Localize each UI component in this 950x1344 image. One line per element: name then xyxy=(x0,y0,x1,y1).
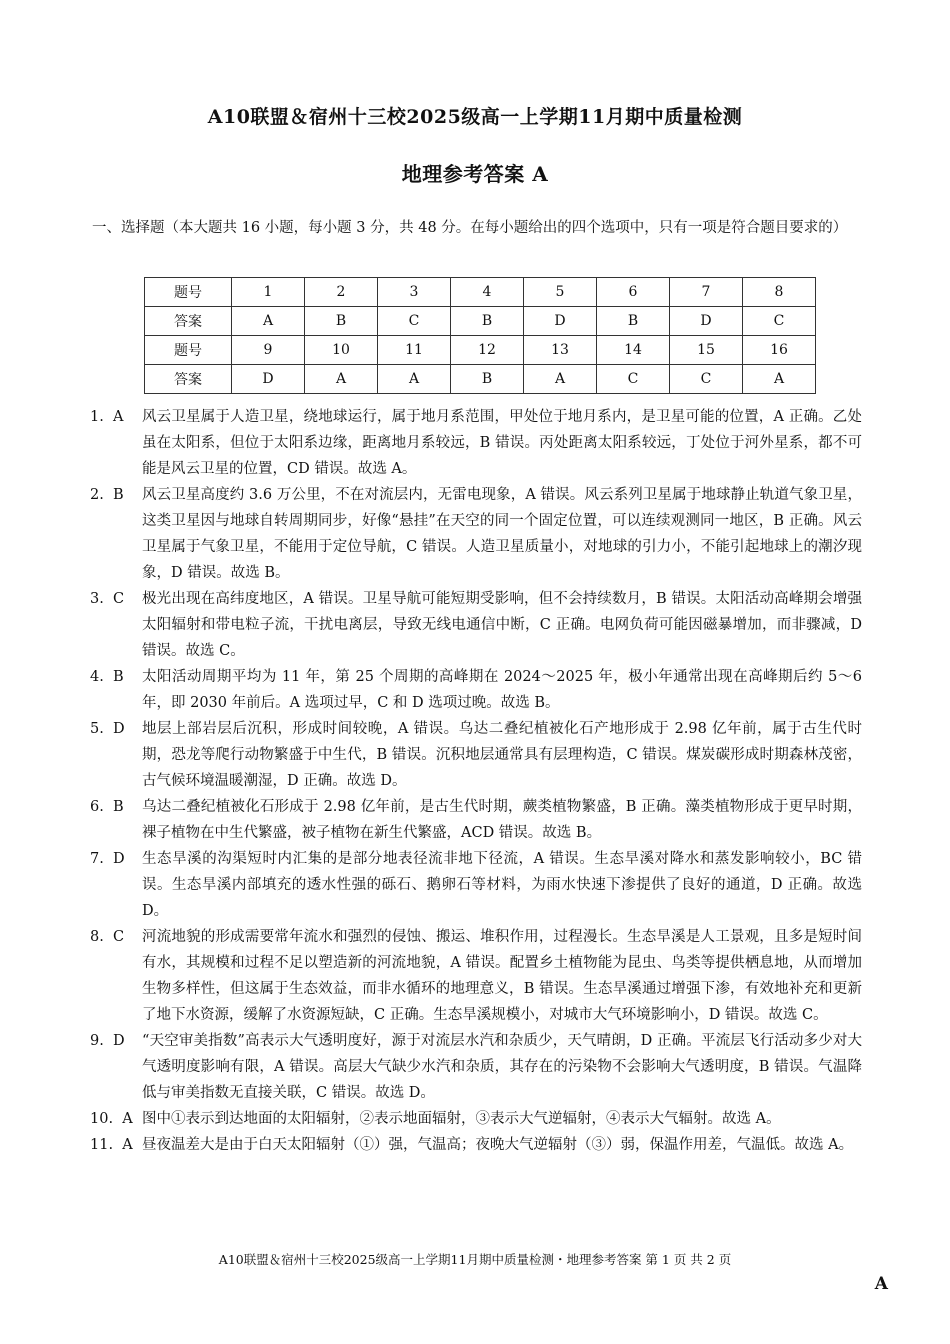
page-footer: A10联盟＆宿州十三校2025级高一上学期11月期中质量检测・地理参考答案 第 1 页 共 2 页 xyxy=(218,1252,732,1267)
table-cell: 7 xyxy=(670,278,743,307)
table-cell: 9 xyxy=(232,336,305,365)
item-number: 7. D xyxy=(90,851,125,867)
table-cell: C xyxy=(743,307,816,336)
table-cell: C xyxy=(597,365,670,394)
table-cell: 4 xyxy=(451,278,524,307)
table-cell: 1 xyxy=(232,278,305,307)
item-number: 4. B xyxy=(90,669,124,685)
list-item xyxy=(90,716,862,794)
table-cell: 6 xyxy=(597,278,670,307)
table-row xyxy=(145,278,816,307)
list-item xyxy=(90,664,862,716)
item-number: 6. B xyxy=(90,799,124,815)
list-item xyxy=(90,1106,862,1132)
item-number: 3. C xyxy=(90,591,125,607)
item-text: 极光出现在高纬度地区，A 错误。卫星导航可能短期受影响，但不会持续数月，B 错误。太阳活动高峰期会增强太阳辐射和带电粒子流，干扰电离层，导致无线电通信中断，C 正确。电网负荷可能因磁暴增加，而非骤减，D 错误。故选 C。 xyxy=(142,591,862,659)
table-cell: 5 xyxy=(524,278,597,307)
table-cell: 11 xyxy=(378,336,451,365)
section-heading xyxy=(92,216,872,240)
item-text: 河流地貌的形成需要常年流水和强烈的侵蚀、搬运、堆积作用，过程漫长。生态旱溪是人工景观，且多是短时间有水，其规模和过程不足以塑造新的河流地貌，A 错误。配置乡土植物能为昆虫、鸟类等提供栖息地，从而增加生物多样性，但这属于生态效益，而非水循环的地理意义，B 错误。生态旱溪通过增强下渗，有效地补充和更新了地下水资源，缓解了水资源短缺，C 正确。生态旱溪规模小，对城市大气环境影响小，D 错误。故选 C。 xyxy=(142,929,862,1023)
table-cell: D xyxy=(232,365,305,394)
table-cell: B xyxy=(451,307,524,336)
item-text: 昼夜温差大是由于白天太阳辐射（①）强，气温高；夜晚大气逆辐射（③）弱，保温作用差，气温低。故选 A。 xyxy=(142,1137,854,1153)
item-number: 8. C xyxy=(90,929,125,945)
item-text: 风云卫星属于人造卫星，绕地球运行，属于地月系范围，甲处位于地月系内，是卫星可能的位置，A 正确。乙处虽在太阳系，但位于太阳系边缘，距离地月系较远，B 错误。丙处距离太阳系较远，丁处位于河外星系，都不可能是风云卫星的位置，CD 错误。故选 A。 xyxy=(142,409,862,477)
item-text: 图中①表示到达地面的太阳辐射，②表示地面辐射，③表示大气逆辐射，④表示大气辐射。故选 A。 xyxy=(142,1111,781,1127)
table-cell: C xyxy=(670,365,743,394)
list-item xyxy=(90,586,862,664)
answer-table xyxy=(144,277,816,394)
table-cell: A xyxy=(743,365,816,394)
list-item xyxy=(90,794,862,846)
item-text: “天空审美指数”高表示大气透明度好，源于对流层水汽和杂质少，天气晴朗，D 正确。平流层飞行活动多少对大气透明度影响有限，A 错误。高层大气缺少水汽和杂质，其存在的污染物不会影响大气透明度，B 错误。气温降低与审美指数无直接关联，C 错误。故选 D。 xyxy=(142,1033,862,1101)
table-cell: 10 xyxy=(305,336,378,365)
table-cell: C xyxy=(378,307,451,336)
item-number: 1. A xyxy=(90,409,124,425)
list-item xyxy=(90,1132,862,1158)
table-row-label: 答案 xyxy=(145,365,232,394)
item-number: 5. D xyxy=(90,721,125,737)
item-text: 地层上部岩层后沉积，形成时间较晚，A 错误。乌达二叠纪植被化石产地形成于 2.98 亿年前，属于古生代时期，恐龙等爬行动物繁盛于中生代，B 错误。沉积地层通常具有层理构造，C 错误。煤炭碳形成时期森林茂密，古气候环境温暖潮湿，D 正确。故选 D。 xyxy=(142,721,862,789)
table-cell: A xyxy=(232,307,305,336)
section-heading-text: 一、选择题（本大题共 16 小题，每小题 3 分，共 48 分。在每小题给出的四个选项中，只有一项是符合题目要求的） xyxy=(92,220,848,236)
table-cell: B xyxy=(305,307,378,336)
list-item xyxy=(90,404,862,482)
page-subtitle: 地理参考答案 A xyxy=(401,162,549,186)
list-item xyxy=(90,846,862,924)
table-cell: D xyxy=(524,307,597,336)
table-cell: 15 xyxy=(670,336,743,365)
item-number: 2. B xyxy=(90,487,124,503)
table-cell: A xyxy=(378,365,451,394)
item-text: 乌达二叠纪植被化石形成于 2.98 亿年前，是古生代时期，蕨类植物繁盛，B 正确。藻类植物形成于更早时期，裸子植物在中生代繁盛，被子植物在新生代繁盛，ACD 错误。故选 B。 xyxy=(142,799,862,841)
page-title: A10联盟＆宿州十三校2025级高一上学期11月期中质量检测 xyxy=(207,106,743,128)
table-cell: 12 xyxy=(451,336,524,365)
table-row-label: 题号 xyxy=(145,336,232,365)
table-cell: A xyxy=(305,365,378,394)
version-mark: A xyxy=(874,1274,888,1294)
table-cell: 3 xyxy=(378,278,451,307)
table-row-label: 答案 xyxy=(145,307,232,336)
table-row xyxy=(145,336,816,365)
list-item xyxy=(90,1028,862,1106)
table-cell: 16 xyxy=(743,336,816,365)
item-number: 9. D xyxy=(90,1033,125,1049)
item-number: 11. A xyxy=(90,1137,133,1153)
table-row xyxy=(145,307,816,336)
table-row-label: 题号 xyxy=(145,278,232,307)
table-cell: 14 xyxy=(597,336,670,365)
table-cell: B xyxy=(451,365,524,394)
list-item xyxy=(90,482,862,586)
list-item xyxy=(90,924,862,1028)
item-text: 太阳活动周期平均为 11 年，第 25 个周期的高峰期在 2024～2025 年，极小年通常出现在高峰期后约 5～6 年，即 2030 年前后。A 选项过早，C 和 D 选项过晚。故选 B。 xyxy=(142,669,862,711)
table-cell: B xyxy=(597,307,670,336)
table-cell: A xyxy=(524,365,597,394)
table-cell: 13 xyxy=(524,336,597,365)
table-row xyxy=(145,365,816,394)
table-cell: 8 xyxy=(743,278,816,307)
item-text: 生态旱溪的沟渠短时内汇集的是部分地表径流非地下径流，A 错误。生态旱溪对降水和蒸发影响较小，BC 错误。生态旱溪内部填充的透水性强的砾石、鹅卵石等材料，为雨水快速下渗提供了良好的通道，D 正确。故选 D。 xyxy=(142,851,862,919)
explanation-list xyxy=(90,404,862,1158)
item-text: 风云卫星高度约 3.6 万公里，不在对流层内，无雷电现象，A 错误。风云系列卫星属于地球静止轨道气象卫星，这类卫星因与地球自转周期同步，好像“悬挂”在天空的同一个固定位置，可以连续观测同一地区，B 正确。风云卫星属于气象卫星，不能用于定位导航，C 错误。人造卫星质量小，对地球的引力小，不能引起地球上的潮汐现象，D 错误。故选 B。 xyxy=(142,487,862,581)
table-cell: 2 xyxy=(305,278,378,307)
item-number: 10. A xyxy=(90,1111,133,1127)
table-cell: D xyxy=(670,307,743,336)
